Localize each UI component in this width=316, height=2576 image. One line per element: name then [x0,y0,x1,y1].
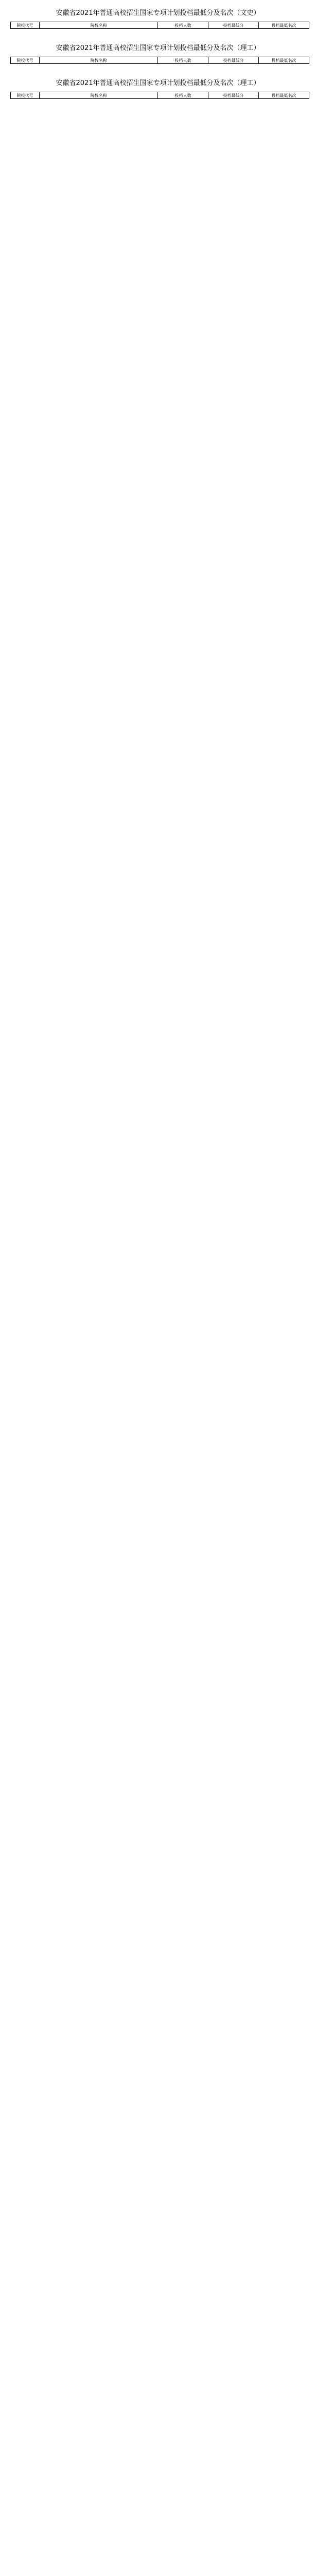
admission-table [10,92,309,99]
header-count: 投档人数 [158,22,208,29]
section-2 [10,43,306,64]
header-min-rank: 投档最低名次 [259,22,309,29]
header-min-score: 投档最低分 [208,57,259,64]
header-count: 投档人数 [158,92,208,99]
admission-table [10,57,309,64]
header-min-score: 投档最低分 [208,92,259,99]
header-name: 院校名称 [40,57,158,64]
header-name: 院校名称 [40,92,158,99]
header-min-rank: 投档最低名次 [259,57,309,64]
section-title: 安徽省2021年普通高校招生国家专项计划投档最低分及名次（理工） [56,44,260,52]
table-header-row [11,22,309,29]
header-code: 院校代号 [11,92,40,99]
header-min-score: 投档最低分 [208,22,259,29]
section-title: 安徽省2021年普通高校招生国家专项计划投档最低分及名次（理工） [56,79,260,87]
header-code: 院校代号 [11,57,40,64]
header-count: 投档人数 [158,57,208,64]
header-name: 院校名称 [40,22,158,29]
section-1 [10,8,306,29]
header-code: 院校代号 [11,22,40,29]
section-3 [10,78,306,99]
table-header-row [11,92,309,99]
section-title: 安徽省2021年普通高校招生国家专项计划投档最低分及名次（文史） [56,9,260,17]
admission-table [10,22,309,29]
header-min-rank: 投档最低名次 [259,92,309,99]
table-header-row [11,57,309,64]
